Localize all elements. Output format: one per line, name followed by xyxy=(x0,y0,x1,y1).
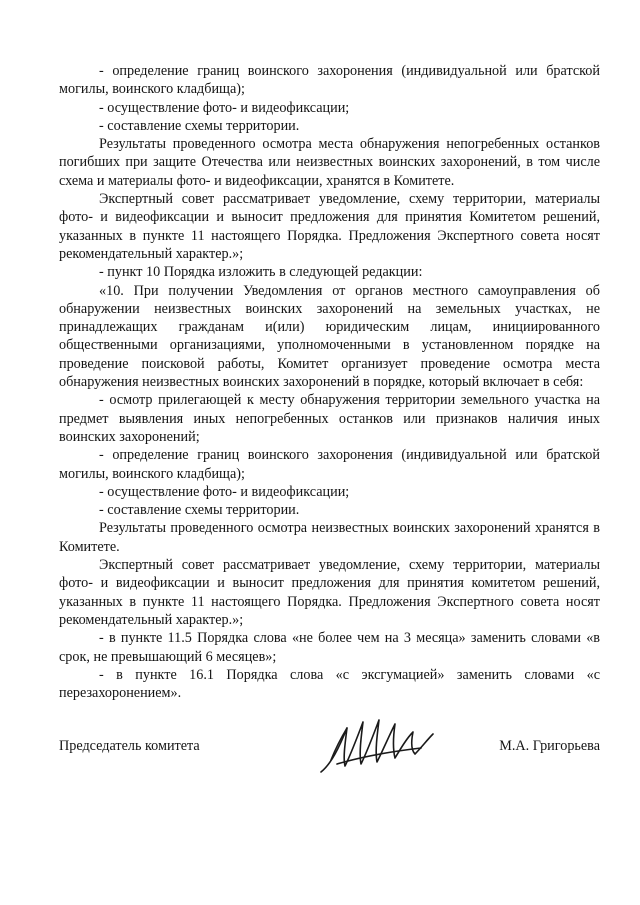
paragraph: «10. При получении Уведомления от органов местного самоуправления об обнаружении неизвестных воинских захоронений на земельных участках, не принадлежащих гражданам и(или) юридическим лицам, инициированного общественными организациями, уполномоченными в установленном порядке на проведение поисковой работы, Комитет организует проведение осмотра места обнаружения неизвестных воинских захоронений в порядке, который включает в себя: xyxy=(59,282,600,391)
paragraph: - составление схемы территории. xyxy=(99,502,300,519)
paragraph: - пункт 10 Порядка изложить в следующей редакции: xyxy=(99,264,423,281)
signature-block xyxy=(59,712,600,782)
paragraph: Экспертный совет рассматривает уведомление, схему территории, материалы фото- и видеофиксации и выносит предложения для принятия Комитетом решений, указанных в пункте 11 настоящего Порядка. Предложения Экспертного совета носят рекомендательный характер.»; xyxy=(59,191,600,262)
signer-name: М.А. Григорьева xyxy=(499,738,600,754)
paragraph: Результаты проведенного осмотра места обнаружения непогребенных останков погибших при защите Отечества или неизвестных воинских захоронений, в том числе схема и материалы фото- и видеофиксации, хранятся в Комитете. xyxy=(59,136,600,189)
paragraph: - осуществление фото- и видеофиксации; xyxy=(99,483,350,500)
paragraph: Результаты проведенного осмотра неизвестных воинских захоронений хранятся в Комитете. xyxy=(59,520,600,555)
handwritten-signature xyxy=(317,714,437,778)
paragraph: - осуществление фото- и видеофиксации; xyxy=(99,99,350,116)
paragraph: - определение границ воинского захоронения (индивидуальной или братской могилы, воинского кладбища); xyxy=(59,447,600,482)
paragraph: Экспертный совет рассматривает уведомление, схему территории, материалы фото- и видеофиксации и выносит предложения для принятия комитетом решений, указанных в пункте 11 настоящего Порядка. Предложения Экспертного совета носят рекомендательный характер.»; xyxy=(59,557,600,628)
document-body xyxy=(59,62,600,702)
signer-title: Председатель комитета xyxy=(59,738,200,754)
paragraph: - определение границ воинского захоронения (индивидуальной или братской могилы, воинского кладбища); xyxy=(59,63,600,98)
paragraph: - составление схемы территории. xyxy=(99,117,300,134)
paragraph: - в пункте 16.1 Порядка слова «с эксгумацией» заменить словами «с перезахоронением». xyxy=(59,666,600,702)
paragraph: - в пункте 11.5 Порядка слова «не более чем на 3 месяца» заменить словами «в срок, не превышающий 6 месяцев»; xyxy=(59,630,600,665)
paragraph: - осмотр прилегающей к месту обнаружения территории земельного участка на предмет выявления иных непогребенных останков или признаков наличия иных воинских захоронений; xyxy=(59,392,600,445)
